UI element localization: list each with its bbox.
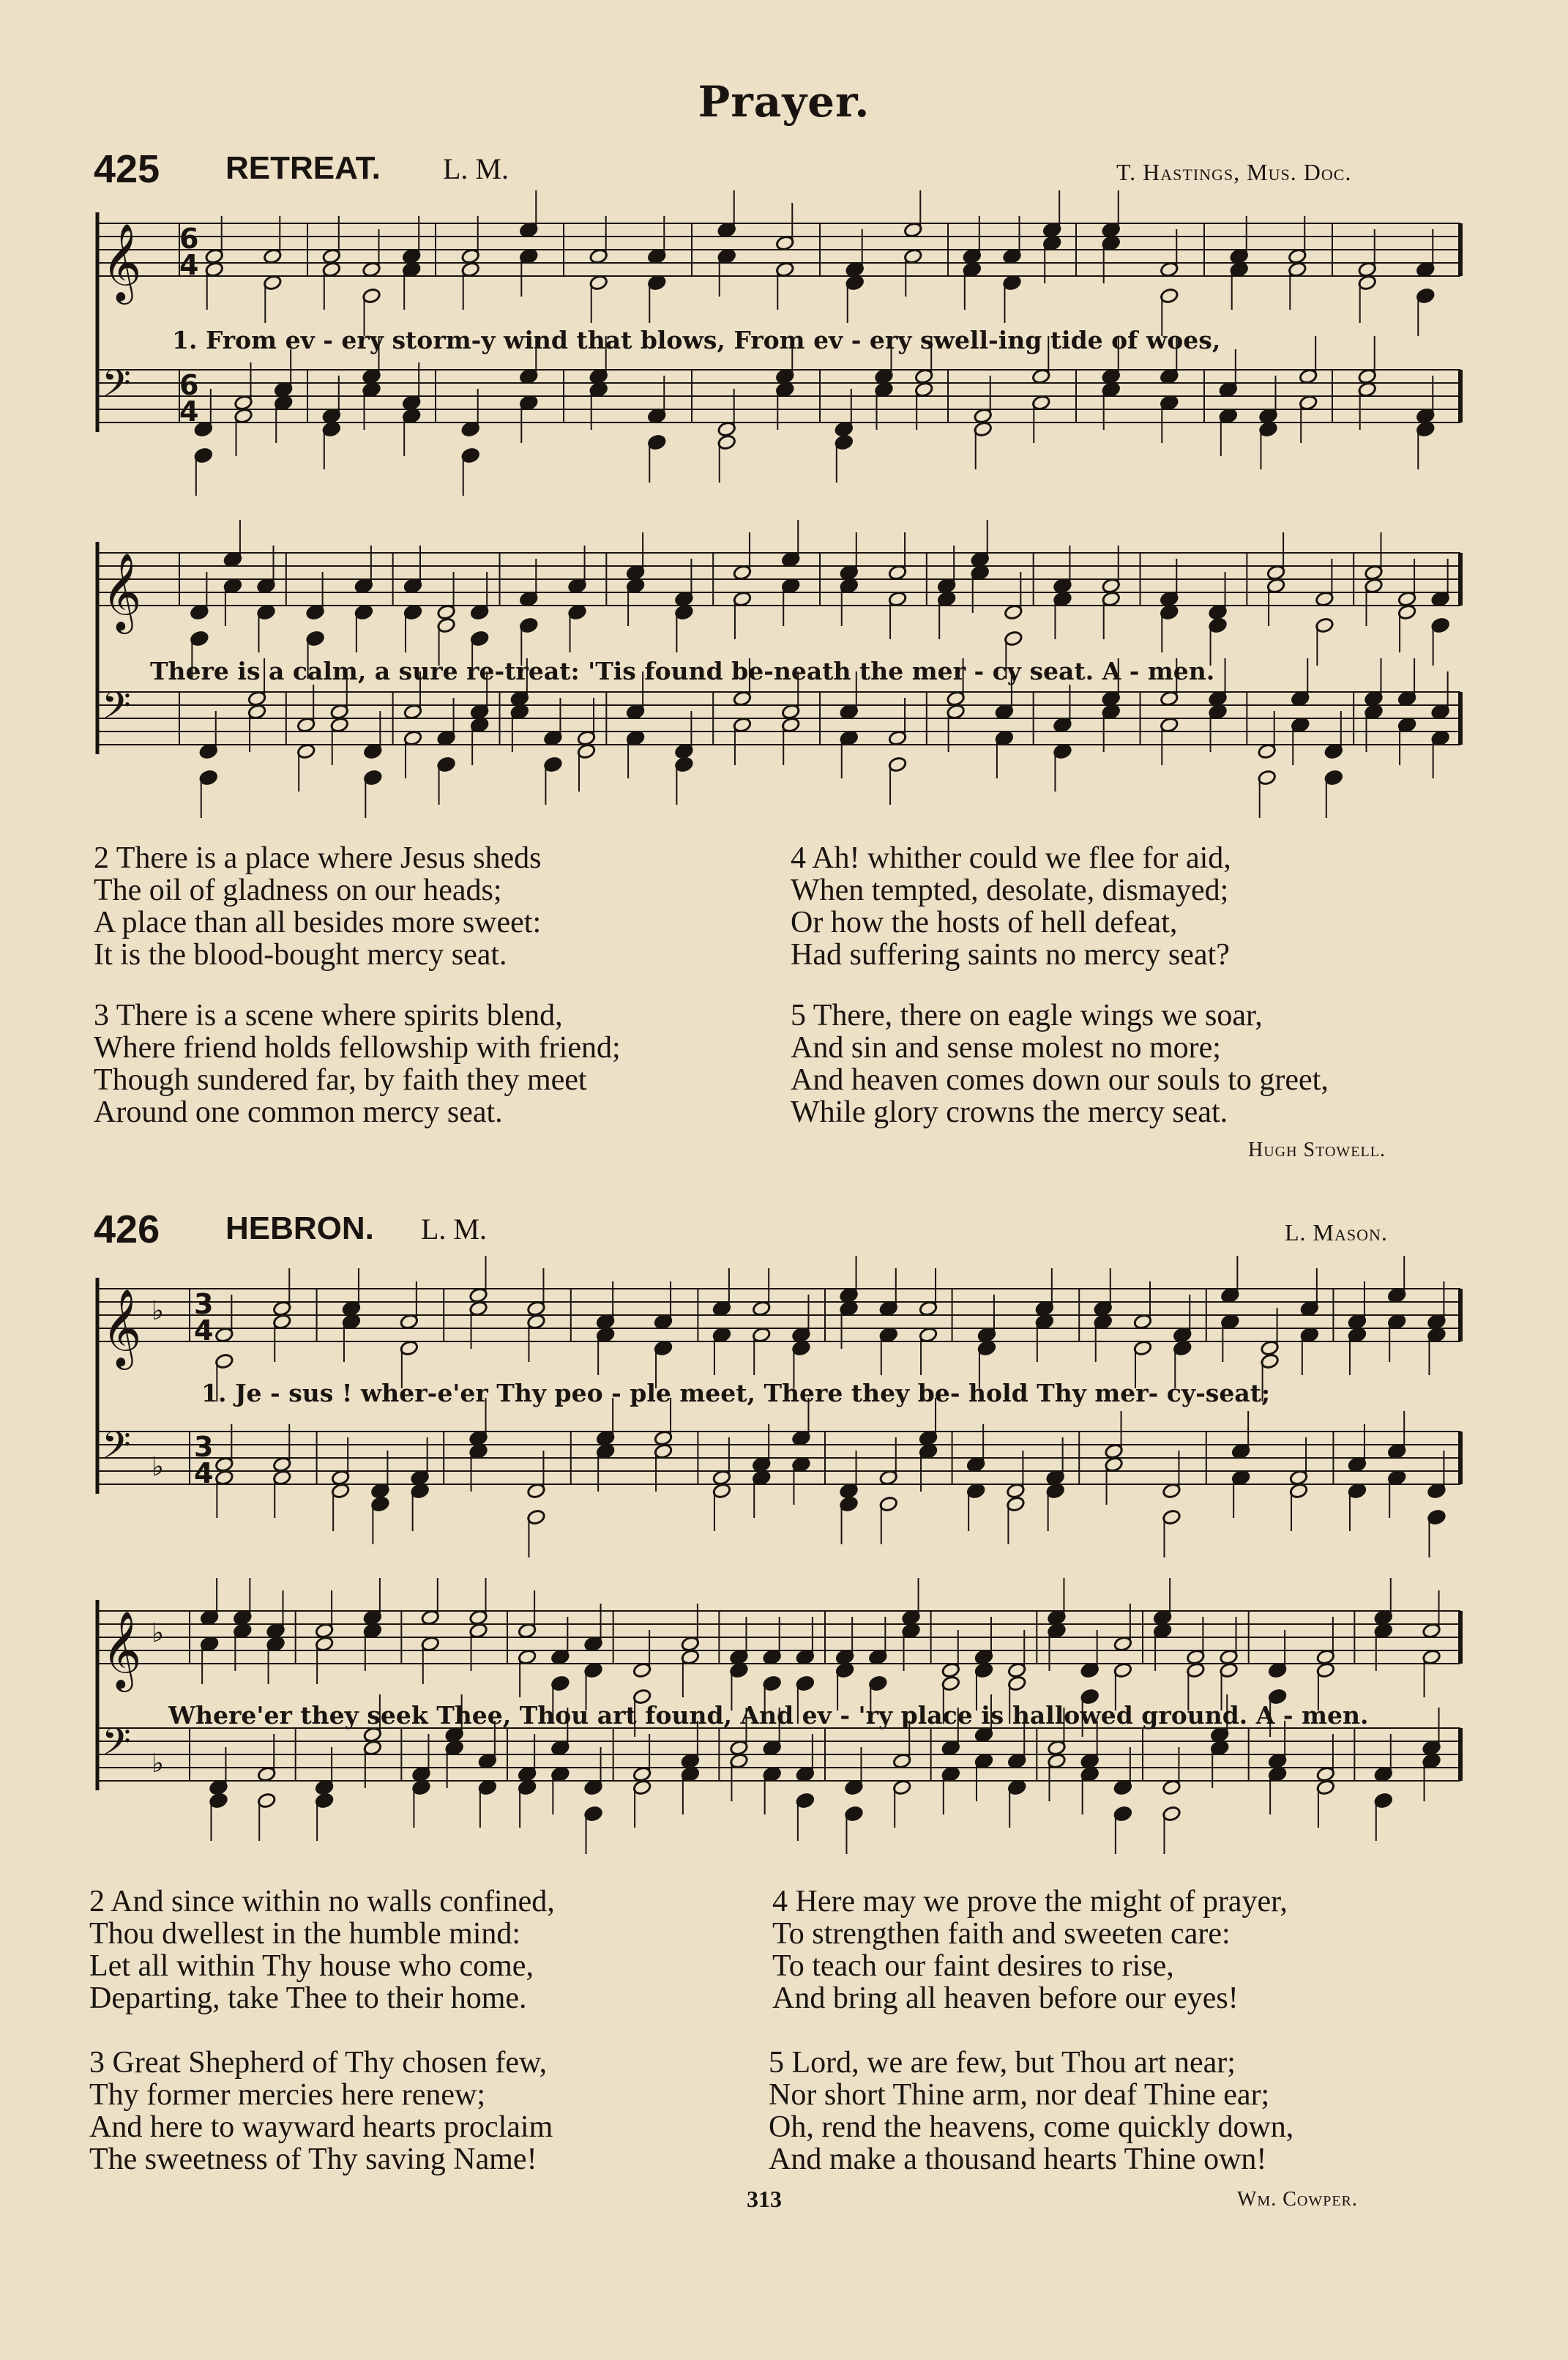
verse: 4 Ah! whither could we flee for aid, When tempted, desolate, dismayed; Or how the hosts of hell defeat, Had suffering saints no mercy seat? (791, 841, 1231, 972)
bass-clef-icon: 𝄢 (102, 1423, 131, 1476)
verse: 5 Lord, we are few, but Thou art near; Nor short Thine arm, nor deaf Thine ear; Oh, rend the heavens, come quickly down, And make a thousand hearts Thine own! (769, 2046, 1294, 2176)
time-signature: 4 (179, 249, 199, 281)
time-signature: 4 (179, 395, 199, 428)
flat-icon: ♭ (152, 1749, 164, 1779)
bass-staff (99, 1398, 1460, 1557)
flat-icon: ♭ (152, 1452, 164, 1482)
verse: 2 And since within no walls confined, Thou dwellest in the humble mind: Let all within Thy house who come, Departing, take Thee to their home. (89, 1885, 555, 2015)
flat-icon: ♭ (152, 1618, 164, 1648)
verse: 5 There, there on eagle wings we soar, And sin and sense molest no more; And heaven comes down our souls to greet, While glory crowns the mercy seat. (791, 999, 1329, 1129)
treble-clef-icon: 𝄞 (102, 1288, 142, 1366)
treble-clef-icon: 𝄞 (102, 552, 142, 630)
bass-clef-icon: 𝄢 (102, 361, 131, 414)
verse: 2 There is a place where Jesus sheds The oil of gladness on our heads; A place than all besides more sweet: It is the blood-bought mercy seat. (94, 841, 542, 972)
time-signature: 4 (194, 1314, 214, 1347)
meter: L. M. (443, 152, 509, 185)
bass-staff (99, 336, 1460, 496)
lyric-line: 1. From ev - ery storm-y wind that blows, From ev - ery swell-ing tide of woes, (172, 326, 1221, 354)
time-signature: 3 (194, 1288, 214, 1320)
time-signature: 6 (179, 369, 199, 401)
composer: T. Hastings, Mus. Doc. (1116, 159, 1352, 185)
lyric-line: 1. Je - sus ! wher-e'er Thy peo - ple meet, There they be- hold Thy mer- cy-seat; (201, 1379, 1271, 1407)
verse: 3 There is a scene where spirits blend, Where friend holds fellowship with friend; Though sundered far, by faith they meet Around one common mercy seat. (94, 999, 621, 1129)
bass-clef-icon: 𝄢 (102, 683, 131, 737)
verse: 4 Here may we prove the might of prayer, To strengthen faith and sweeten care: To teach our faint desires to rise, And bring all heaven before our eyes! (772, 1885, 1288, 2015)
bass-clef-icon: 𝄢 (102, 1719, 131, 1773)
treble-staff (99, 190, 1460, 336)
lyric-line: There is a calm, a sure re-treat: 'Tis found be-neath the mer - cy seat. A - men. (150, 657, 1215, 685)
hymn-number: 425 (94, 147, 160, 191)
hymn-author: Wm. Cowper. (1237, 2188, 1358, 2211)
hymn-number: 426 (94, 1207, 160, 1251)
lyric-line: Where'er they seek Thee, Thou art found, And ev - 'ry place is hallowed ground. A - men. (168, 1701, 1369, 1730)
tune-name: RETREAT. (225, 150, 381, 186)
time-signature: 3 (194, 1431, 214, 1463)
page-number: 313 (747, 2186, 782, 2212)
section-title: Prayer. (698, 77, 870, 127)
verse: 3 Great Shepherd of Thy chosen few, Thy former mercies here renew; And here to wayward hearts proclaim The sweetness of Thy saving Name! (89, 2046, 553, 2176)
treble-staff (99, 520, 1460, 679)
tune-name: HEBRON. (225, 1210, 374, 1246)
meter: L. M. (421, 1213, 487, 1246)
treble-clef-icon: 𝄞 (102, 1610, 142, 1689)
composer: L. Mason. (1285, 1219, 1388, 1246)
time-signature: 6 (179, 223, 199, 255)
time-signature: 4 (194, 1457, 214, 1489)
music-system-3 (92, 1256, 1471, 1560)
hymn-author: Hugh Stowell. (1248, 1139, 1386, 1161)
flat-icon: ♭ (152, 1296, 164, 1326)
treble-clef-icon: 𝄞 (102, 223, 142, 301)
